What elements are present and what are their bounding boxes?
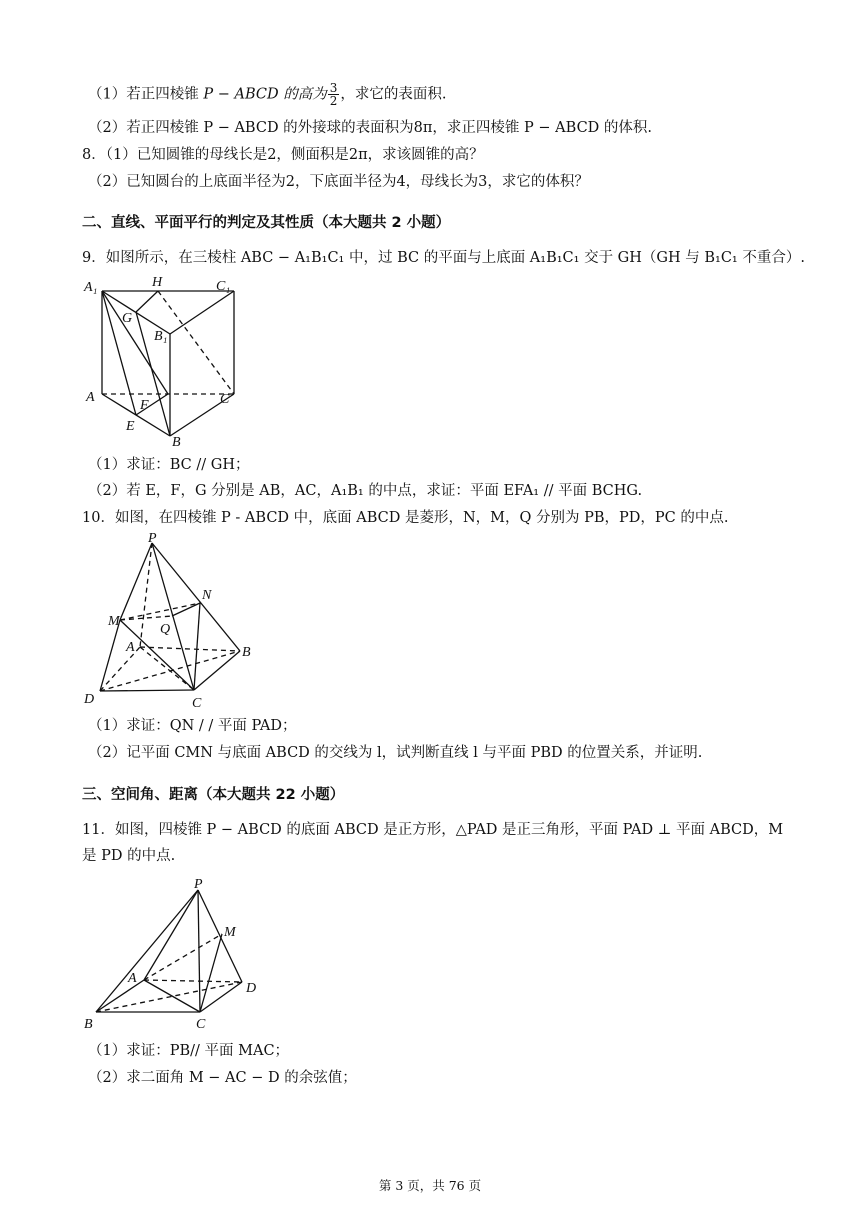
edge-CB [194, 651, 240, 690]
label-C: C [192, 696, 202, 711]
fraction-numerator: 3 [329, 81, 338, 95]
figure-pyramid-square [82, 870, 272, 1032]
segment-MC [200, 934, 222, 1012]
label-H: H [152, 275, 163, 290]
label-E: E [126, 419, 135, 434]
segment-QN [172, 603, 200, 616]
q11-part1: （1）求证：PB// 平面 MAC； [88, 1043, 290, 1059]
q8-part2: （2）已知圆台的上底面半径为2，下底面半径为4，母线长为3，求它的体积？ [88, 174, 589, 190]
edge-PB [96, 890, 198, 1012]
page-footer: 第 3 页，共 76 页 [378, 1178, 482, 1193]
section-heading-angles: 三、空间角、距离（本大题共 22 小题） [82, 787, 345, 803]
label-N: N [202, 588, 212, 603]
edge-B1C1 [170, 291, 234, 334]
label-D: D [246, 981, 257, 996]
label-M: M [108, 614, 120, 629]
q10-part2: （2）记平面 CMN 与底面 ABCD 的交线为 l，试判断直线 l 与平面 PBD 的位置关系，并证明. [88, 745, 703, 761]
segment-GH [136, 291, 158, 312]
q7-part2: （2）若正四棱锥 P − ABCD 的外接球的表面积为8π，求正四棱锥 P − ABCD 的体积. [88, 120, 653, 136]
label-B1: B₁ [154, 329, 168, 344]
label-P: P [194, 877, 203, 892]
label-C1: C₁ [216, 279, 231, 294]
q9-stem: 9．如图所示，在三棱柱 ABC − A₁B₁C₁ 中，过 BC 的平面与上底面 A₁B₁C₁ 交于 GH（GH 与 B₁C₁ 不重合）. [82, 250, 805, 266]
label-F: F [140, 398, 149, 413]
q7-part1 [88, 82, 446, 107]
edge-DC [100, 690, 194, 691]
q11-stem-line1: 11．如图，四棱锥 P − ABCD 的底面 ABCD 是正方形，△PAD 是正三角形，平面 PAD ⊥ 平面 ABCD，M [82, 822, 784, 838]
q7-part1-suffix: ，求它的表面积. [340, 86, 447, 103]
label-B: B [84, 1017, 93, 1032]
label-A: A [128, 971, 137, 986]
label-M: M [224, 925, 236, 940]
figure-pyramid-rhombus [82, 533, 262, 709]
figure-prism [82, 274, 252, 450]
label-C: C [196, 1017, 206, 1032]
diagonal-AC [140, 647, 194, 690]
edge-AB [140, 647, 240, 651]
edge-AC [144, 980, 200, 1012]
q8-part1: 8．（1）已知圆锥的母线长是2，侧面积是2π，求该圆锥的高？ [82, 147, 484, 163]
fraction-denominator: 2 [329, 94, 338, 108]
q9-part2: （2）若 E，F，G 分别是 AB，AC，A₁B₁ 的中点，求证：平面 EFA₁ // 平面 BCHG. [88, 483, 643, 499]
segment-MQ [120, 616, 172, 620]
edge-PA [144, 890, 198, 980]
q10-part1: （1）求证：QN / / 平面 PAD； [88, 718, 297, 734]
q9-part1: （1）求证：BC // GH； [88, 457, 250, 473]
section-heading-parallel: 二、直线、平面平行的判定及其性质（本大题共 2 小题） [82, 215, 451, 231]
label-Q: Q [160, 622, 171, 637]
edge-AD [144, 980, 242, 982]
label-P: P [148, 531, 157, 546]
edge-MD [100, 620, 120, 691]
label-A1: A₁ [84, 280, 98, 295]
label-C: C [220, 392, 230, 407]
edge-BA [96, 980, 144, 1012]
edge-PC [198, 890, 200, 1012]
q7-part1-prefix: （1）若正四棱锥 [88, 86, 204, 103]
label-D: D [84, 692, 95, 707]
fraction-three-halves [328, 82, 340, 107]
segment-NC [194, 603, 200, 690]
segment-MC [120, 620, 194, 690]
label-A: A [126, 640, 135, 655]
q11-part2: （2）求二面角 M − AC − D 的余弦值； [88, 1070, 357, 1086]
label-G: G [122, 311, 133, 326]
label-B: B [172, 435, 181, 450]
q7-part1-text: P − ABCD 的高为 [203, 86, 327, 103]
q10-stem: 10．如图，在四棱锥 P - ABCD 中，底面 ABCD 是菱形，N，M，Q 分别为 PB，PD，PC 的中点. [82, 510, 729, 526]
label-A: A [86, 390, 95, 405]
label-B: B [242, 645, 251, 660]
q11-stem-line2: 是 PD 的中点. [82, 848, 176, 864]
